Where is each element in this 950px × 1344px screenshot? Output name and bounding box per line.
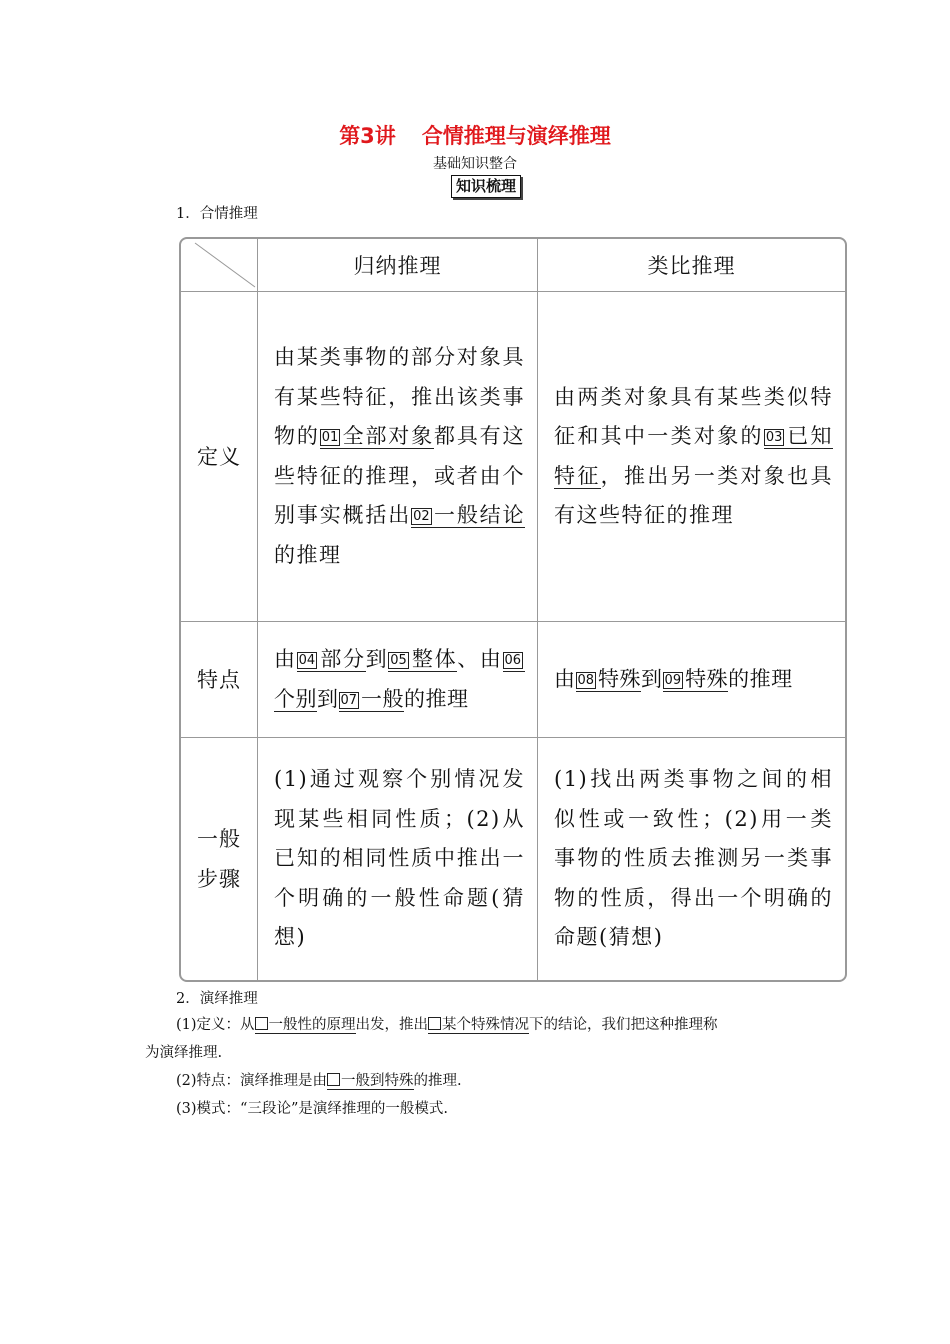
- definition-inductive: 由某类事物的部分对象具有某些特征，推出该类事物的 01 全部对象都具有这些特征的推理，或者由个别事实概括出 02 一般结论的推理: [258, 292, 538, 622]
- steps-inductive: (1)通过观察个别情况发现某些相同性质；(2)从已知的相同性质中推出一个明确的一般性命题(猜想): [258, 738, 538, 980]
- blank-number: 03: [765, 430, 783, 445]
- steps-analogical: (1)找出两类事物之间的相似性或一致性；(2)用一类事物的性质去推测另一类事物的性质，得出一个明确的命题(猜想): [554, 767, 833, 950]
- blank-box-icon: [327, 1073, 340, 1086]
- answer-blank-06: 06个别: [274, 647, 525, 712]
- answer-blank: 一般到特殊: [327, 1073, 414, 1090]
- answer-blank-08: 08 特殊: [577, 666, 642, 691]
- blank-number: 04: [298, 653, 316, 668]
- lesson-number: 第3讲: [339, 124, 396, 148]
- row-label-definition: 定义: [181, 292, 258, 622]
- lesson-title: [0, 120, 950, 150]
- answer-blank: 某个特殊情况: [428, 1017, 529, 1034]
- blank-number: 01: [321, 430, 339, 445]
- answer-blank-01: 01 全部对象: [321, 424, 434, 448]
- section-1-heading: 1．合情推理: [176, 206, 258, 222]
- subtitle: 基础知识整合: [433, 156, 517, 172]
- header-inductive: 归纳推理: [258, 239, 538, 292]
- section-2-heading: 2．演绎推理: [176, 991, 258, 1007]
- section-box-label: 知识梳理: [451, 175, 521, 198]
- header-analogical: 类比推理: [538, 239, 845, 292]
- blank-box-icon: [255, 1017, 268, 1030]
- deductive-mode: (3)模式：“三段论”是演绎推理的一般模式.: [176, 1101, 448, 1117]
- deductive-definition-cont: 为演绎推理.: [145, 1045, 223, 1061]
- blank-number: 02: [413, 509, 430, 524]
- blank-box-icon: [428, 1017, 441, 1030]
- corner-cell: [181, 239, 258, 292]
- answer-blank-03: 03 已知特征: [554, 424, 834, 488]
- definition-analogical: 由两类对象具有某些类似特征和其中一类对象的 03 已知特征，推出另一类对象也具有这些特征的推理: [538, 292, 845, 622]
- deductive-feature: (2)特点：演绎推理是由 一般到特殊的推理.: [176, 1073, 462, 1089]
- lesson-topic: 合情推理与演绎推理: [421, 124, 611, 148]
- deductive-definition: (1)定义：从 一般性的原理出发，推出 某个特殊情况下的结论，我们把这种推理称: [176, 1017, 718, 1033]
- feature-inductive: 由 04 部分到 05 整体、由 06个别到 07 一般的推理: [258, 622, 538, 738]
- answer-blank-02: 02 一般结论: [413, 503, 526, 527]
- answer-blank-07: 07 一般: [340, 686, 405, 711]
- blank-number: 08: [577, 672, 595, 688]
- comparison-table: [179, 237, 847, 982]
- answer-blank-09: 09 特殊: [664, 666, 729, 691]
- answer-blank-05: 05 整体: [390, 647, 458, 671]
- blank-number: 09: [664, 672, 682, 688]
- diagonal-line-icon: [181, 239, 258, 292]
- blank-number: 05: [390, 653, 407, 668]
- blank-number: 06: [504, 653, 522, 668]
- answer-blank: 一般性的原理: [255, 1017, 356, 1034]
- blank-number: 07: [340, 692, 358, 708]
- row-label-feature: 特点: [181, 622, 258, 738]
- feature-analogical: 由 08 特殊到 09 特殊的推理: [538, 622, 845, 738]
- answer-blank-04: 04 部分: [298, 647, 366, 671]
- row-label-steps: 一般 步骤: [181, 738, 258, 980]
